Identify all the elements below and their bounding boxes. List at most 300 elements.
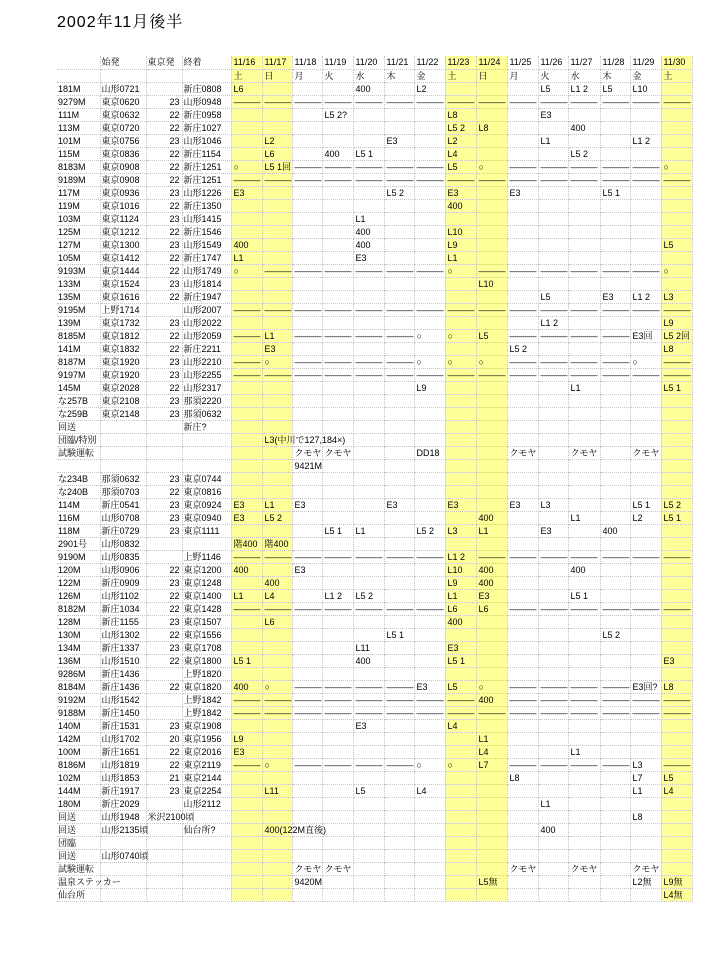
day-cell [476, 316, 507, 329]
day-cell: ――― [568, 264, 600, 277]
tokyo-dep-cell: 22 [146, 121, 182, 134]
day-cell: L11 [353, 641, 384, 654]
tokyo-dep-cell: 23 [146, 186, 182, 199]
day-cell [568, 537, 600, 550]
day-cell [661, 186, 692, 199]
day-cell [445, 394, 476, 407]
day-cell [538, 589, 568, 602]
dest-cell [182, 888, 231, 901]
day-cell [476, 446, 507, 459]
tokyo-dep-cell: 22 [146, 602, 182, 615]
day-cell [231, 576, 262, 589]
dest-cell: 那須2220 [182, 394, 231, 407]
dest-cell [182, 459, 231, 472]
origin-cell: 新庄1436 [100, 667, 146, 680]
day-cell: L1 [231, 589, 262, 602]
day-cell [262, 771, 292, 784]
day-cell [600, 862, 630, 875]
day-cell: ――― [262, 550, 292, 563]
day-cell: クモヤ [507, 862, 538, 875]
day-cell: L5 2 [262, 511, 292, 524]
table-row [57, 199, 692, 212]
day-cell [414, 771, 445, 784]
day-cell [600, 316, 630, 329]
day-cell: クモヤ [292, 446, 322, 459]
day-cell [568, 719, 600, 732]
origin-cell: 山形0740頃 [101, 850, 149, 861]
day-cell [384, 537, 414, 550]
day-cell [231, 784, 262, 797]
day-cell: ――― [538, 550, 568, 563]
dest-cell: 山形2255 [182, 368, 231, 381]
day-cell: クモヤ [292, 862, 322, 875]
day-cell [231, 862, 262, 875]
train-id-cell: 試験運転 [57, 862, 100, 875]
day-cell: L5 1 [445, 654, 476, 667]
day-cell [322, 407, 353, 420]
day-cell [384, 823, 414, 836]
day-cell: L3 [630, 758, 661, 771]
day-cell [231, 147, 262, 160]
day-cell [322, 849, 353, 862]
day-cell [262, 186, 292, 199]
day-cell [384, 797, 414, 810]
day-cell [384, 381, 414, 394]
table-row [57, 264, 692, 277]
day-cell: ――― [322, 368, 353, 381]
tokyo-dep-cell: 23 [146, 719, 182, 732]
day-cell [414, 212, 445, 225]
day-cell: ――― [507, 680, 538, 693]
day-cell [476, 433, 507, 446]
day-cell: ――― [292, 550, 322, 563]
day-cell: ――― [630, 693, 661, 706]
train-id-cell: 9286M [57, 667, 100, 680]
origin-cell [100, 862, 146, 875]
day-cell [568, 225, 600, 238]
day-cell [538, 537, 568, 550]
day-cell [507, 147, 538, 160]
day-cell [231, 524, 262, 537]
day-cell [507, 849, 538, 862]
day-cell [353, 108, 384, 121]
day-cell [630, 628, 661, 641]
origin-cell: 山形0835 [100, 550, 146, 563]
day-cell: ――― [661, 173, 692, 186]
tokyo-dep-cell: 22 [146, 251, 182, 264]
table-row [57, 368, 692, 381]
day-cell [231, 134, 262, 147]
day-cell [262, 394, 292, 407]
day-cell [600, 849, 630, 862]
table-row [57, 290, 692, 303]
day-cell [507, 667, 538, 680]
day-cell: ――― [507, 173, 538, 186]
day-cell: L1 [262, 329, 292, 342]
train-id-cell: 8184M [57, 680, 100, 693]
day-cell [231, 875, 262, 888]
date-header: 11/19 [322, 56, 353, 69]
tokyo-dep-header: 東京発 [146, 56, 182, 69]
day-cell: L3(中川で127,184×) [262, 433, 292, 446]
day-cell [384, 212, 414, 225]
day-cell: ――― [600, 95, 630, 108]
day-cell [445, 446, 476, 459]
day-cell [476, 459, 507, 472]
day-cell [476, 810, 507, 823]
train-id-cell: 9193M [57, 264, 100, 277]
day-cell [445, 459, 476, 472]
day-cell [353, 667, 384, 680]
day-cell: 9420M [292, 875, 322, 888]
day-cell: ――― [353, 602, 384, 615]
day-cell [292, 836, 322, 849]
day-cell [600, 407, 630, 420]
day-cell [231, 771, 262, 784]
origin-cell: 東京1812 [100, 329, 146, 342]
day-cell: ――― [414, 706, 445, 719]
table-row [57, 134, 692, 147]
tokyo-dep-cell [146, 849, 182, 862]
day-cell: ――― [600, 758, 630, 771]
day-cell [292, 797, 322, 810]
day-cell [568, 472, 600, 485]
day-cell [507, 394, 538, 407]
day-cell [262, 225, 292, 238]
day-cell [661, 810, 692, 823]
day-cell [322, 797, 353, 810]
date-header: 11/25 [507, 56, 538, 69]
day-cell [507, 784, 538, 797]
day-cell: L10 [476, 277, 507, 290]
day-cell [231, 199, 262, 212]
day-cell: L4 [661, 784, 692, 797]
day-cell: E3 [353, 719, 384, 732]
tokyo-dep-cell: 23 [146, 641, 182, 654]
day-cell [414, 108, 445, 121]
day-cell [262, 485, 292, 498]
day-cell [231, 719, 262, 732]
day-cell: ○ [414, 758, 445, 771]
day-cell: ――― [353, 368, 384, 381]
day-cell [476, 199, 507, 212]
day-cell [384, 147, 414, 160]
day-cell [292, 719, 322, 732]
day-cell [507, 290, 538, 303]
dest-cell: 東京1111 [182, 524, 231, 537]
day-cell [322, 251, 353, 264]
day-cell: ○ [262, 680, 292, 693]
day-cell [630, 797, 661, 810]
train-header [57, 56, 100, 69]
day-cell: L11 [262, 784, 292, 797]
day-cell [414, 888, 445, 901]
origin-cell: 東京1920 [100, 355, 146, 368]
day-cell [231, 485, 262, 498]
day-cell: 400 [568, 563, 600, 576]
day-cell [600, 485, 630, 498]
day-cell [538, 862, 568, 875]
day-cell [384, 407, 414, 420]
day-cell: L5 2 [353, 589, 384, 602]
day-cell [353, 485, 384, 498]
day-cell [292, 342, 322, 355]
day-cell [292, 407, 322, 420]
train-id-cell: 103M [57, 212, 100, 225]
table-row [57, 589, 692, 602]
day-cell: ――― [414, 368, 445, 381]
tokyo-dep-cell [146, 693, 182, 706]
day-cell [414, 342, 445, 355]
day-cell [476, 186, 507, 199]
origin-cell: 東京1444 [100, 264, 146, 277]
day-cell [476, 849, 507, 862]
day-cell: L1 [353, 524, 384, 537]
day-cell [384, 888, 414, 901]
day-cell [538, 433, 568, 446]
day-cell [231, 121, 262, 134]
day-cell [414, 420, 445, 433]
day-cell [630, 524, 661, 537]
day-cell [476, 628, 507, 641]
day-cell [630, 641, 661, 654]
day-cell [322, 888, 353, 901]
day-cell: ――― [353, 160, 384, 173]
day-cell [292, 108, 322, 121]
dest-cell: 山形1549 [182, 238, 231, 251]
day-cell [292, 212, 322, 225]
table-row [57, 537, 692, 550]
day-cell [630, 836, 661, 849]
weekday-header: 月 [292, 69, 322, 82]
train-id-cell: 115M [57, 147, 100, 160]
day-cell: ――― [600, 355, 630, 368]
day-cell [538, 810, 568, 823]
day-cell [384, 277, 414, 290]
day-cell: ――― [353, 706, 384, 719]
day-cell [445, 290, 476, 303]
day-cell [630, 745, 661, 758]
day-cell [231, 472, 262, 485]
tokyo-dep-cell [146, 823, 182, 836]
origin-cell: 新庄0909 [100, 576, 146, 589]
day-cell [262, 719, 292, 732]
day-cell [507, 576, 538, 589]
day-cell: ――― [231, 95, 262, 108]
table-row [57, 823, 692, 836]
tokyo-dep-cell: 22 [146, 758, 182, 771]
day-cell: クモヤ [507, 446, 538, 459]
day-cell: L9 [661, 316, 692, 329]
day-cell [507, 381, 538, 394]
day-cell: ――― [630, 95, 661, 108]
day-cell: L5 2 [568, 147, 600, 160]
day-cell: ――― [231, 550, 262, 563]
day-cell [538, 420, 568, 433]
day-cell [507, 810, 538, 823]
day-cell [353, 576, 384, 589]
day-cell: ――― [292, 602, 322, 615]
day-cell [322, 563, 353, 576]
day-cell [353, 199, 384, 212]
tokyo-dep-cell: 23 [146, 316, 182, 329]
day-cell: ○ [476, 160, 507, 173]
day-cell [568, 433, 600, 446]
tokyo-dep-cell: 22 [146, 381, 182, 394]
day-cell [661, 836, 692, 849]
day-cell: クモヤ [568, 446, 600, 459]
train-id-cell: 100M [57, 745, 100, 758]
day-cell [538, 563, 568, 576]
tokyo-dep-cell: 23 [146, 394, 182, 407]
train-id-cell: 144M [57, 784, 100, 797]
dest-cell: 東京2254 [182, 784, 231, 797]
day-cell [476, 498, 507, 511]
day-cell [384, 654, 414, 667]
day-cell [262, 420, 292, 433]
day-cell: ――― [292, 329, 322, 342]
day-cell: 400 [322, 147, 353, 160]
table-row [57, 173, 692, 186]
train-id-cell: 9189M [57, 173, 100, 186]
day-cell: ――― [292, 264, 322, 277]
date-header: 11/20 [353, 56, 384, 69]
day-cell [630, 459, 661, 472]
day-cell: ――― [414, 693, 445, 706]
day-cell [568, 576, 600, 589]
day-cell: ――― [661, 368, 692, 381]
dest-cell: 東京0924 [182, 498, 231, 511]
day-cell: ――― [630, 303, 661, 316]
tokyo-dep-cell: 23 [146, 355, 182, 368]
day-cell [262, 212, 292, 225]
day-cell [262, 797, 292, 810]
day-cell [231, 797, 262, 810]
day-cell [445, 797, 476, 810]
header-blank [146, 69, 182, 82]
day-cell: E3 [445, 641, 476, 654]
day-cell [445, 407, 476, 420]
train-id-cell: 試験運転 [57, 446, 100, 459]
day-cell [414, 576, 445, 589]
origin-cell: 山形1853 [100, 771, 146, 784]
day-cell: ――― [353, 693, 384, 706]
day-cell [292, 576, 322, 589]
day-cell [384, 251, 414, 264]
date-header: 11/30 [661, 56, 692, 69]
date-header: 11/27 [568, 56, 600, 69]
day-cell: E3 [476, 589, 507, 602]
day-cell [507, 537, 538, 550]
tokyo-dep-cell [146, 446, 182, 459]
day-cell [322, 745, 353, 758]
day-cell [262, 862, 292, 875]
tokyo-dep-cell: 22 [146, 264, 182, 277]
day-cell: ――― [322, 329, 353, 342]
dest-cell: 新庄1947 [182, 290, 231, 303]
day-cell: ――― [538, 160, 568, 173]
day-cell [322, 420, 353, 433]
tokyo-dep-cell [146, 797, 182, 810]
day-cell [507, 251, 538, 264]
day-cell: ――― [292, 368, 322, 381]
day-cell: ――― [445, 368, 476, 381]
weekday-header: 金 [630, 69, 661, 82]
day-cell [445, 381, 476, 394]
train-id-cell: 2901号 [57, 537, 100, 550]
day-cell [568, 277, 600, 290]
day-cell [630, 381, 661, 394]
day-cell [661, 485, 692, 498]
day-cell [292, 654, 322, 667]
day-cell [231, 290, 262, 303]
day-cell [630, 719, 661, 732]
table-row [57, 498, 692, 511]
origin-cell: 東京0908 [100, 173, 146, 186]
day-cell [445, 667, 476, 680]
table-row [57, 797, 692, 810]
day-cell [538, 628, 568, 641]
day-cell [507, 719, 538, 732]
day-cell [476, 485, 507, 498]
day-cell [630, 394, 661, 407]
day-cell: L7 [630, 771, 661, 784]
day-cell [630, 654, 661, 667]
dest-cell: 東京1507 [182, 615, 231, 628]
day-cell: E3 [661, 654, 692, 667]
origin-cell: 新庄0729 [100, 524, 146, 537]
day-cell: ――― [292, 95, 322, 108]
day-cell: ――― [476, 550, 507, 563]
day-cell: ――― [568, 680, 600, 693]
day-cell [507, 420, 538, 433]
day-cell: ――― [384, 680, 414, 693]
day-cell [262, 667, 292, 680]
table-row [57, 745, 692, 758]
day-cell: L6 [476, 602, 507, 615]
day-cell: ――― [600, 693, 630, 706]
day-cell: L5 1 [661, 381, 692, 394]
day-cell: L6 [262, 147, 292, 160]
table-row [57, 875, 692, 888]
table-row [57, 511, 692, 524]
day-cell [630, 823, 661, 836]
day-cell [353, 433, 384, 446]
table-row [57, 641, 692, 654]
day-cell: ――― [507, 602, 538, 615]
dest-cell: 山形0948 [182, 95, 231, 108]
origin-cell: 新庄1531 [100, 719, 146, 732]
origin-cell: 東京0720 [100, 121, 146, 134]
day-cell [507, 797, 538, 810]
dest-cell: 東京1800 [182, 654, 231, 667]
day-cell: ――― [292, 693, 322, 706]
date-header: 11/26 [538, 56, 568, 69]
day-cell [322, 641, 353, 654]
day-cell: L1 [231, 251, 262, 264]
day-cell [568, 784, 600, 797]
day-cell: ――― [507, 303, 538, 316]
train-id-cell: 101M [57, 134, 100, 147]
table-row [57, 342, 692, 355]
table-row [57, 186, 692, 199]
train-id-cell: 116M [57, 511, 100, 524]
train-id-cell: 114M [57, 498, 100, 511]
day-cell [384, 771, 414, 784]
day-cell [292, 537, 322, 550]
day-cell: 400(122M直後) [262, 823, 292, 836]
day-cell: ――― [414, 160, 445, 173]
